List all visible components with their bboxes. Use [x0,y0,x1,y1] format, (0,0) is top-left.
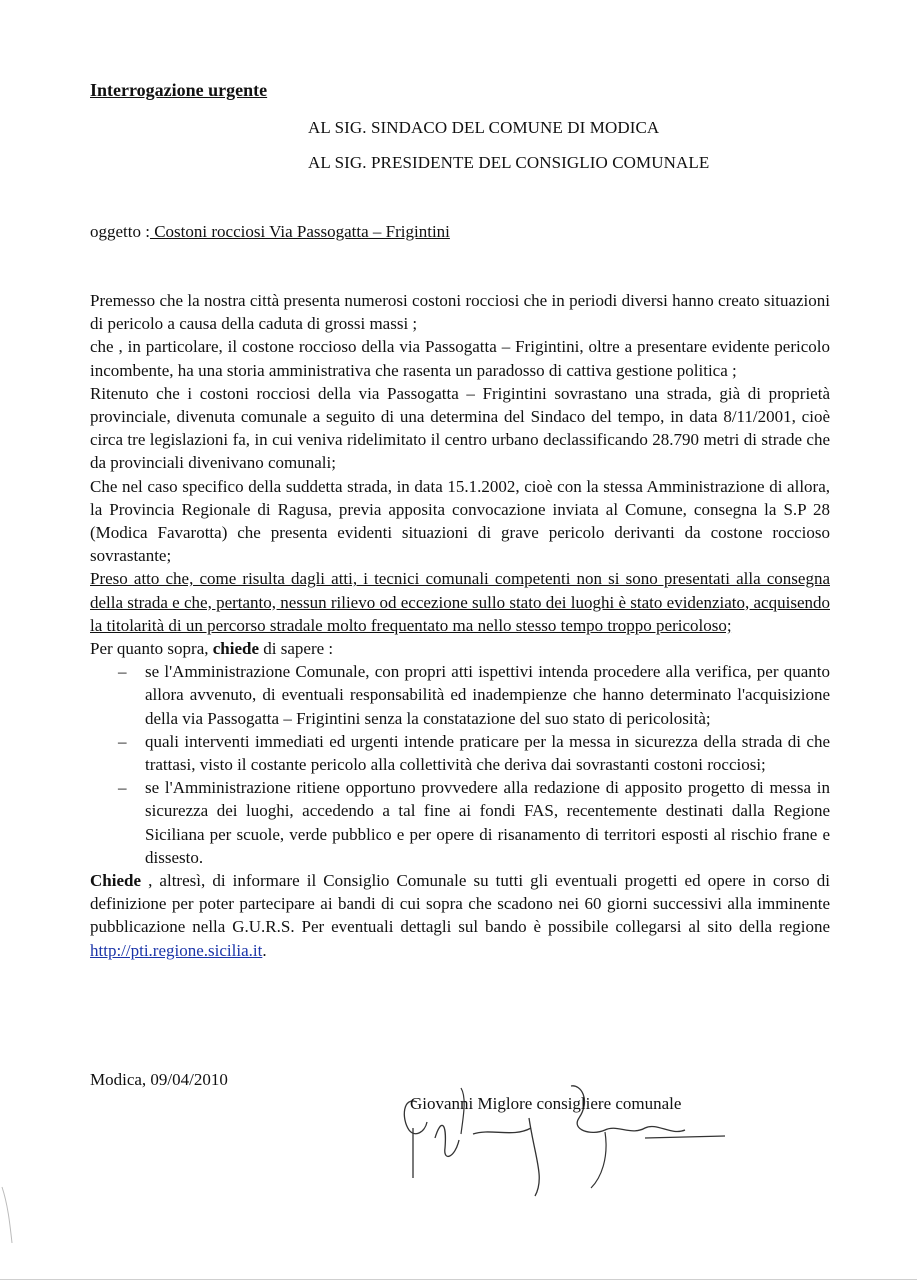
closing-bold: Chiede [90,871,141,891]
request-list [90,660,830,869]
addressee-mayor: AL SIG. SINDACO DEL COMUNE DI MODICA [308,118,660,137]
closing-paragraph [90,869,830,962]
list-item [90,730,830,776]
list-dash: – [118,778,127,798]
signer-name: Giovanni Miglore consigliere comunale [410,1094,682,1113]
paragraph-premesso: Premesso che la nostra città presenta numerosi costoni rocciosi che in periodi diversi hanno creato situazioni di pericolo a causa della caduta di grossi massi ; [90,291,830,334]
list-item-text: se l'Amministrazione ritiene opportuno provvedere alla redazione di apposito progetto di messa in sicurezza dei luoghi, accedendo a tal fine ai fondi FAS, recentemente destinati dalla Regione Siciliana per scuole, verde pubblico e per opere di risanamento di territori esposti al rischio frane e dissesto. [145,778,830,867]
place-date: Modica, 09/04/2010 [90,1070,228,1089]
paragraph-preso-atto: Preso atto che, come risulta dagli atti, i tecnici comunali competenti non si sono presentati alla consegna della strada e che, pertanto, nessun rilievo od eccezione sullo stato dei luoghi è stato evidenziato, acquisendo la titolarità di un percorso stradale molto frequentato ma nello stesso tempo troppo pericoloso; [90,569,830,635]
subject-line [90,222,450,242]
subject-text: Costoni rocciosi Via Passogatta – Frigintini [149,222,450,241]
closing-end: . [262,940,267,960]
scan-bottom-edge [0,1279,917,1280]
list-item-text: quali interventi immediati ed urgenti intende praticare per la messa in sicurezza della strada di che trattasi, visto il costante pericolo alla collettività che deriva dai sovrastanti costoni rocciosi; [145,731,830,775]
list-item [90,776,830,869]
list-item [90,660,830,730]
closing-text: , altresì, di informare il Consiglio Comunale su tutti gli eventuali progetti ed opere in corso di definizione per poter partecipare ai bandi di cui sopra che scadono nei 60 giorni successivi alla imminente pubblicazione nella G.U.R.S. Per eventuali dettagli sul bando è possibile collegarsi al sito della regione [90,871,830,937]
region-site-link[interactable]: http://pti.regione.sicilia.it [90,940,263,960]
document-heading: Interrogazione urgente [90,80,268,100]
subject-label: oggetto : [90,222,150,241]
paragraph-ritenuto: Ritenuto che i costoni rocciosi della via Passogatta – Frigintini sovrastano una strada, già di proprietà provinciale, divenuta comunale a seguito di una determina del Sindaco del tempo, in data 8/11/2001, cioè circa tre legislazioni fa, in cui veniva ridelimitato il centro urbano declassificando 28.790 metri di strade che da provinciali divenivano comunali; [90,383,830,473]
paragraph-in-particolare: che , in particolare, il costone roccioso della via Passogatta – Frigintini, oltre a presentare evidente pericolo incombente, ha una storia amministrativa che rasenta un paradosso di cattiva gestione politica ; [90,337,830,380]
list-item-text: se l'Amministrazione Comunale, con propri atti ispettivi intenda procedere alla verifica, per quanto allora avvenuto, di eventuali responsabilità ed inadempienze che hanno determinato l'acquisizione della via Passogatta – Frigintini senza la constatazione del suo stato di pericolosità; [145,662,830,728]
document-body [90,289,830,962]
request-intro-before: Per quanto sopra, [90,639,213,659]
addressee-council-president: AL SIG. PRESIDENTE DEL CONSIGLIO COMUNALE [308,153,710,172]
request-intro-bold: chiede [212,639,260,659]
request-intro-after: di sapere : [259,639,334,659]
scan-edge-mark [0,1185,20,1245]
request-intro [90,637,830,660]
list-dash: – [118,662,127,682]
list-dash: – [118,731,127,751]
paragraph-caso-specifico: Che nel caso specifico della suddetta strada, in data 15.1.2002, cioè con la stessa Amministrazione di allora, la Provincia Regionale di Ragusa, previa apposita convocazione inviata al Comune, consegna la S.P 28 (Modica Favarotta) che presenta evidenti situazioni di grave pericolo derivanti da costone roccioso sovrastante; [90,476,830,566]
